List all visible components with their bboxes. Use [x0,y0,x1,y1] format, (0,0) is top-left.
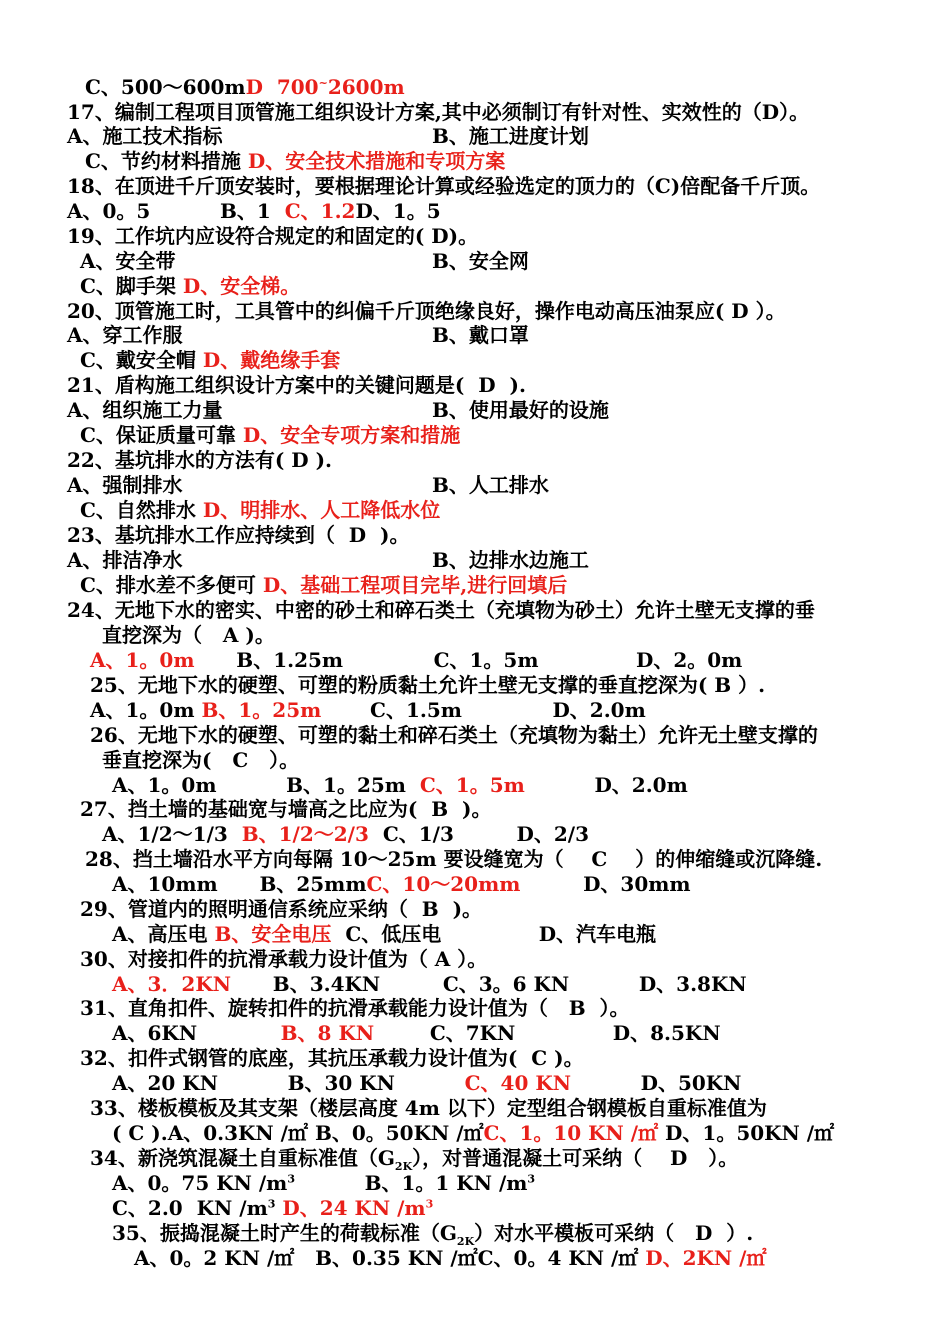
question-text: 3 [287,1172,295,1186]
text-line [80,996,630,1020]
question-text: 18、在顶进千斤顶安装时，要根据理论计算或经验选定的顶力的（C)倍配备千斤顶。 [67,174,821,198]
answer-text: C、1.2 [284,199,356,223]
question-text: B、使用最好的设施 [432,398,609,422]
question-text: C、自然排水 [80,498,203,522]
question-text: 33、楼板模板及其支架（楼层高度 4m 以下）定型组合钢模板自重标准值为 [90,1096,767,1120]
text-line [80,423,460,447]
text-line [102,822,589,846]
question-text: 22、基坑排水的方法有( D ). [67,448,332,472]
question-text: C、保证质量可靠 [80,423,243,447]
text-line [67,598,815,622]
question-text: C、戴安全帽 [80,348,203,372]
text-line [80,274,300,298]
answer-text: ~ [318,76,328,90]
answer-text: D、24 KN /m [275,1196,426,1220]
text-line [112,1196,433,1220]
answer-text: 3 [425,1197,434,1211]
question-text: C、1.5m D、2.0m [321,698,646,722]
question-text: 21、盾构施工组织设计方案中的关键问题是( D ). [67,373,526,397]
question-text: 2K [394,1160,413,1173]
question-text: 25、无地下水的硬塑、可塑的粉质黏土允许土壁无支撑的垂直挖深为( B ）. [90,673,766,697]
question-text: C、1/3 D、2/3 [368,822,590,846]
question-text: B、3.4KN C、3。6 KN D、3.8KN [231,972,747,996]
question-text: A、1/2～1/3 [102,822,242,846]
answer-text: D、安全技术措施和专项方案 [247,149,506,173]
text-line [112,1021,721,1045]
question-text: ( C ).A、0.3KN /㎡ B、0。50KN /㎡ [112,1121,484,1145]
text-line [85,75,405,99]
question-text: 23、基坑排水工作应持续到（ D )。 [67,523,410,547]
question-text: B、人工排水 [432,473,549,497]
question-text: C、500～600m [85,75,246,99]
text-line [80,897,482,921]
answer-text: D、戴绝缘手套 [202,348,341,372]
question-text: A、高压电 [112,922,215,946]
text-line [432,124,589,148]
text-line [80,573,567,597]
question-text: C、排水差不多便可 [80,573,263,597]
question-text: D、2.0m [524,773,688,797]
text-line [67,398,223,422]
text-line [90,1146,739,1173]
question-text: ）对水平模板可采纳（ D ）. [474,1221,754,1245]
text-line [67,199,441,223]
question-text: A、0。75 KN /m [112,1171,288,1195]
question-text: A、组织施工力量 [67,398,223,422]
question-text: 26、无地下水的硬塑、可塑的黏土和碎石类土（充填物为黏土）允许无土壁支撑的 [90,723,818,747]
question-text: A、1。0m [90,698,202,722]
text-line [112,972,747,996]
question-text: 2K [456,1235,475,1248]
text-line [90,723,818,747]
text-line [67,174,820,198]
question-text: 29、管道内的照明通信系统应采纳（ B )。 [80,897,483,921]
question-text: 28、挡土墙沿水平方向每隔 10～25m 要设缝宽为（ C ）的伸缩缝或沉降缝. [85,847,823,871]
text-line [90,673,765,697]
text-line [67,299,786,323]
question-text: D、1。5 [355,199,441,223]
question-text: B、戴口罩 [432,323,529,347]
text-line [432,249,529,273]
answer-text: A、1。0m [90,648,195,672]
question-text: C、2.0 KN /m [112,1196,268,1220]
answer-text: D、安全梯。 [182,274,301,298]
answer-text: C、10～20mm [366,872,521,896]
question-text: 20、顶管施工时，工具管中的纠偏千斤顶绝缘良好，操作电动高压油泵应( D ）。 [67,299,786,323]
text-line [80,1046,584,1070]
question-text: 34、新浇筑混凝土自重标准值（G [90,1146,395,1170]
answer-text: B、1/2～2/3 [241,822,369,846]
answer-text: A、3．2KN [112,972,232,996]
answer-text: C、40 KN [464,1071,571,1095]
text-line [112,922,656,946]
question-text: 19、工作坑内应设符合规定的和固定的( D)。 [67,224,479,248]
answer-text: 2600m [327,75,405,99]
question-text: A、强制排水 [67,473,183,497]
text-line [90,1096,767,1120]
question-text: 3 [527,1172,536,1186]
question-text: 27、挡土墙的基础宽与墙高之比应为( B )。 [80,797,492,821]
text-line [67,224,478,248]
text-line [432,398,609,422]
text-line [432,473,549,497]
text-line [67,473,183,497]
question-text: C、低压电 D、汽车电瓶 [331,922,657,946]
text-line [67,124,223,148]
question-text: 垂直挖深为( C ）。 [102,748,300,772]
text-line [85,149,505,173]
question-text: D、30mm [520,872,691,896]
question-text: 35、振捣混凝土时产生的荷载标准（G [112,1221,457,1245]
question-text: C、7KN D、8.5KN [374,1021,721,1045]
text-line [67,523,410,547]
question-text: 32、扣件式钢管的底座，其抗压承载力设计值为( C )。 [80,1046,584,1070]
text-line [432,548,589,572]
question-text: 30、对接扣件的抗滑承载力设计值为（ A ）。 [80,947,488,971]
answer-text: D、2KN /㎡ [645,1246,767,1270]
text-line [112,1121,834,1145]
answer-text: B、安全电压 [214,922,332,946]
question-text: A、施工技术指标 [67,124,223,148]
question-text: 3 [267,1197,276,1211]
text-line [432,323,529,347]
question-text: A、1。0m B、1。25m [112,773,420,797]
text-line [102,623,275,647]
question-text: 24、无地下水的密实、中密的砂土和碎石类土（充填物为砂土）允许土壁无支撑的垂 [67,598,815,622]
text-line [80,348,340,372]
text-line [80,947,487,971]
question-text: D、1。50KN /㎡ [658,1121,835,1145]
answer-text: D、明排水、人工降低水位 [202,498,441,522]
text-line [67,323,183,347]
answer-text: C、1。10 KN /㎡ [483,1121,659,1145]
text-line [85,847,822,871]
answer-text: B、1。25m [201,698,322,722]
question-text: B、施工进度计划 [432,124,589,148]
text-line [134,1246,766,1270]
text-line [112,1071,741,1095]
answer-text: C、1。5m [419,773,525,797]
question-text: B、1。1 KN /m [294,1171,528,1195]
text-line [80,249,176,273]
text-line [80,797,492,821]
text-line [67,448,332,472]
text-line [112,1171,535,1195]
text-line [102,748,299,772]
answer-text: D 700 [245,75,319,99]
question-text: D、50KN [571,1071,742,1095]
text-line [67,548,183,572]
text-line [67,100,809,124]
question-text: B、1.25m C、1。5m D、2。0m [194,648,743,672]
text-line [112,773,688,797]
answer-text: D、安全专项方案和措施 [242,423,461,447]
question-text: A、10mm B、25mm [112,872,367,896]
question-text: C、节约材料措施 [85,149,248,173]
text-line [90,698,646,722]
question-text: A、6KN [112,1021,281,1045]
answer-text: D、基础工程项目完毕,进行回填后 [262,573,568,597]
question-text: B、安全网 [432,249,529,273]
question-text: A、穿工作服 [67,323,183,347]
text-line [80,498,440,522]
question-text: 17、编制工程项目顶管施工组织设计方案,其中必须制订有针对性、实效性的（D）。 [67,100,810,124]
question-text: A、0。2 KN /㎡ B、0.35 KN /㎡C、0。4 KN /㎡ [134,1246,646,1270]
text-line [67,373,526,397]
question-text: A、20 KN B、30 KN [112,1071,465,1095]
answer-text: B、8 KN [280,1021,375,1045]
question-text: A、安全带 [80,249,176,273]
text-line [90,648,742,672]
question-text: C、脚手架 [80,274,183,298]
question-text: 31、直角扣件、旋转扣件的抗滑承载能力设计值为（ B ）。 [80,996,630,1020]
text-line [112,1221,754,1248]
question-text: ），对普通混凝土可采纳（ D ）。 [412,1146,739,1170]
question-text: 直挖深为（ A )。 [102,623,275,647]
question-text: A、排洁净水 [67,548,183,572]
text-line [112,872,691,896]
question-text: B、边排水边施工 [432,548,589,572]
question-text: A、0。5 B、1 [67,199,285,223]
